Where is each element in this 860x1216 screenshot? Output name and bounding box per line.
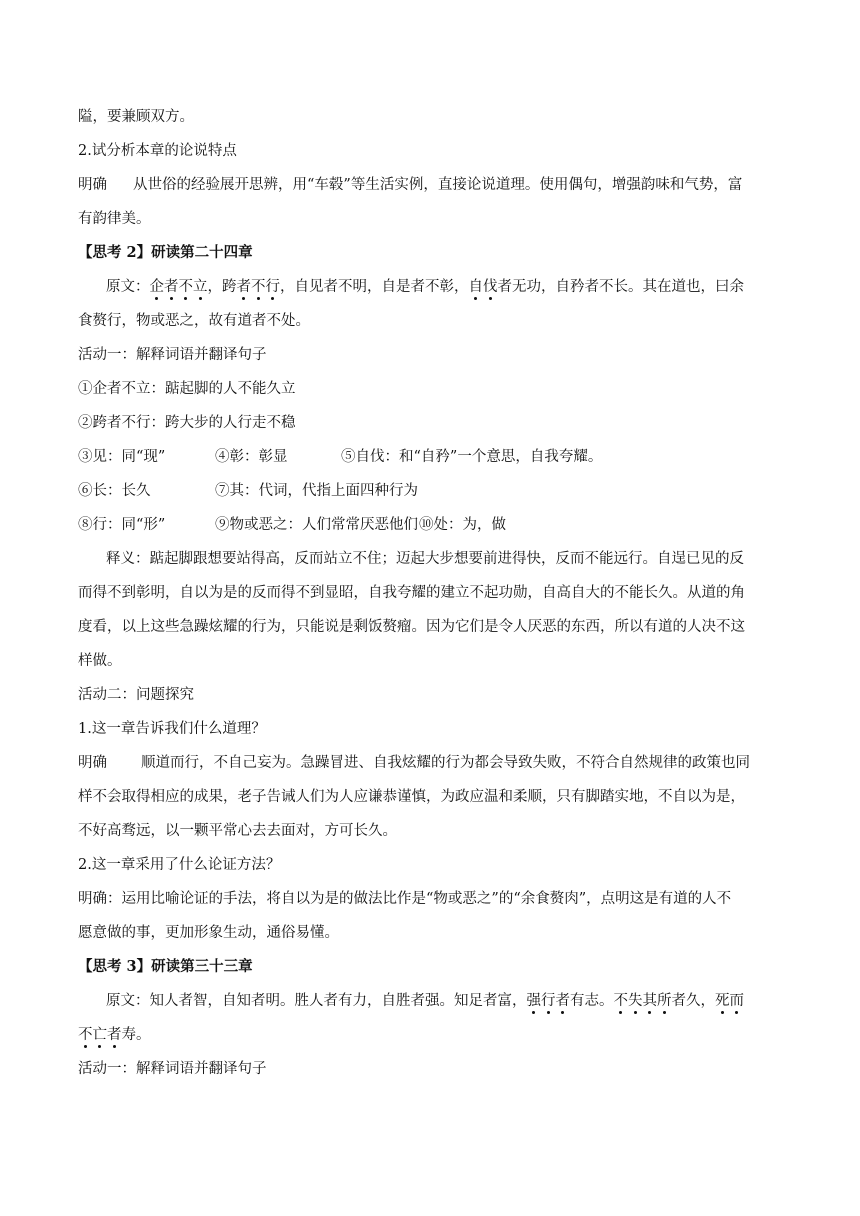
emphasis-text: [614, 993, 672, 1009]
definition-item: ⑧行：同“形”: [78, 517, 166, 533]
emphasis-text: [78, 1027, 122, 1043]
emphasis-text: [715, 993, 744, 1009]
definition-row: [78, 474, 784, 508]
activity-heading: 活动一：解释词语并翻译句子: [78, 347, 267, 363]
emphasis-char: 失: [628, 993, 643, 1009]
emphasis-char: 亡: [92, 1027, 107, 1043]
emphasis-char: 而: [729, 993, 744, 1009]
emphasis-char: 不: [251, 279, 266, 295]
emphasis-char: 行: [541, 993, 556, 1009]
question-line: 2.这一章采用了什么论证方法？: [78, 857, 281, 873]
emphasis-text: [454, 279, 498, 295]
original-text-line: [78, 270, 784, 304]
definition-line: ②跨者不行：跨大步的人行走不稳: [78, 415, 296, 431]
original-text: 寿。: [121, 1027, 151, 1043]
question-line: 1.这一章告诉我们什么道理？: [78, 721, 266, 737]
original-text: 有志。: [570, 993, 614, 1009]
emphasis-char: 伐: [483, 279, 498, 295]
question-line: 2.试分析本章的论说特点: [78, 143, 237, 159]
explanation-line: 度看，以上这些急躁炫耀的行为，只能说是剩饭赘瘤。因为它们是令人厌恶的东西，所以有道的人决不这: [78, 619, 745, 635]
original-text-line: 食赘行，物或恶之，故有道者不处。: [78, 313, 310, 329]
original-text: 者无功，自矜者不长: [497, 279, 628, 295]
answer-line: 有韵律美。: [78, 211, 151, 227]
emphasis-char: 不: [178, 279, 193, 295]
emphasis-char: 企: [149, 279, 164, 295]
emphasis-char: 强: [526, 993, 541, 1009]
original-text-line: [78, 1018, 784, 1052]
emphasis-text: [150, 279, 208, 295]
definition-item: ⑨物或恶之：人们常常厌恶他们: [215, 517, 418, 533]
emphasis-text: [527, 993, 571, 1009]
answer-line: 不好高骛远，以一颗平常心去去面对，方可长久。: [78, 823, 397, 839]
activity-heading: 活动二：问题探究: [78, 687, 194, 703]
explanation-line: 释义：踮起脚跟想要站得高，反而站立不住；迈起大步想要前进得快，反而不能远行。自逞已见的反: [106, 551, 744, 567]
answer-label: 明确: [78, 177, 107, 193]
answer-line: [78, 746, 784, 780]
emphasis-char: 行: [265, 279, 280, 295]
answer-label: 明确: [78, 755, 107, 771]
emphasis-char: 立: [193, 279, 208, 295]
definition-line: ①企者不立：踮起脚的人不能久立: [78, 381, 296, 397]
original-text: 。其在道也，曰余: [628, 279, 744, 295]
emphasis-char: 者: [555, 993, 570, 1009]
original-text: 知人者智，自知者明。胜人者有力，自胜者强。知足者富，: [149, 993, 527, 1009]
answer-line: 明确：运用比喻论证的手法，将自以为是的做法比作是“物或恶之”的“余食赘肉”，点明这是有道的人不: [78, 891, 732, 907]
original-label: 原文：: [106, 279, 150, 295]
original-text: ，自见者不明，自是者不彰: [280, 279, 454, 295]
emphasis-char: 自: [468, 279, 483, 295]
answer-line: 愿意做的事，更加形象生动，通俗易懂。: [78, 925, 339, 941]
definition-item: ⑦其：代词，代指上面四种行为: [215, 483, 418, 499]
answer-text: 顺道而行，不自己妄为。急躁冒进、自我炫耀的行为都会导致失败，不符合自然规律的政策也同: [141, 755, 750, 771]
document-page: [78, 100, 784, 1086]
answer-line: [78, 168, 784, 202]
definition-item: ⑥长：长久: [78, 483, 151, 499]
explanation-line: 而得不到彰明，自以为是的反而得不到显昭，自我夸耀的建立不起功勋，自高自大的不能长久。从道的角: [78, 585, 745, 601]
emphasis-char: 不: [78, 1027, 93, 1043]
emphasis-text: [237, 279, 281, 295]
definition-item: ⑤自伐：和“自矜”一个意思，自我夸耀。: [341, 449, 603, 465]
answer-line: 样不会取得相应的成果，老子告诫人们为人应谦恭谨慎，为政应温和柔顺，只有脚踏实地，不自以为是，: [78, 789, 745, 805]
definition-item: ⑩处：为，做: [419, 517, 506, 533]
answer-text: 从世俗的经验展开思辨，用“车毂”等生活实例，直接论说道理。使用偶句，增强韵味和气势，富: [133, 177, 743, 193]
emphasis-char: 者: [236, 279, 251, 295]
original-text-line: [78, 984, 784, 1018]
section-heading: 【思考 3】研读第三十三章: [78, 958, 253, 975]
original-label: 原文：: [106, 993, 150, 1009]
definition-row: [78, 440, 784, 474]
definition-item: ④彰：彰显: [215, 449, 288, 465]
definition-row: [78, 508, 784, 542]
emphasis-char: 不: [613, 993, 628, 1009]
explanation-line: 样做。: [78, 653, 122, 669]
activity-heading: 活动一：解释词语并翻译句子: [78, 1061, 267, 1077]
emphasis-char: 死: [715, 993, 730, 1009]
emphasis-char: 者: [164, 279, 179, 295]
original-text: ，跨: [207, 279, 237, 295]
emphasis-char: 其: [642, 993, 657, 1009]
emphasis-char: 者: [107, 1027, 122, 1043]
original-text: 者久，: [671, 993, 715, 1009]
section-heading: 【思考 2】研读第二十四章: [78, 244, 253, 261]
emphasis-char: 所: [657, 993, 672, 1009]
emphasis-char: ，: [454, 279, 469, 295]
paragraph-line: 隘，要兼顾双方。: [78, 109, 194, 125]
definition-item: ③见：同“现”: [78, 449, 166, 465]
